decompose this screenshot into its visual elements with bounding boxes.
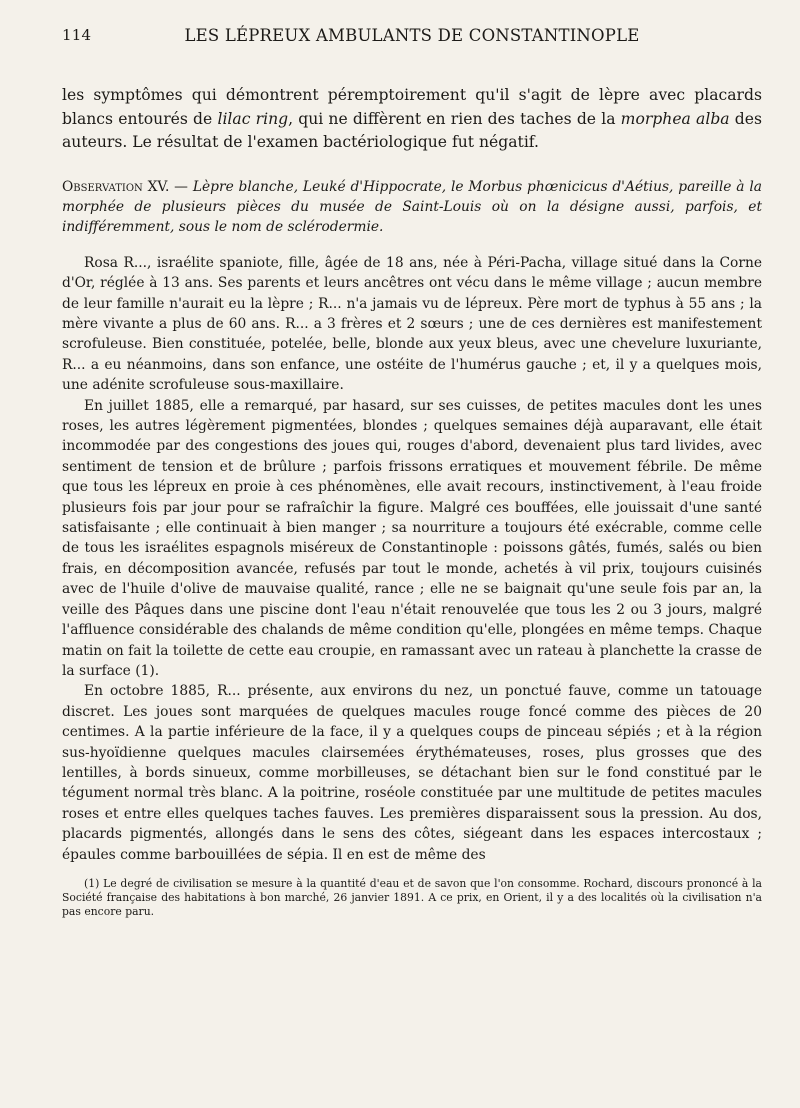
intro-text-3: des auteurs. Le résultat de l'examen bactériologique fut négatif. xyxy=(62,109,763,152)
observation-body xyxy=(62,253,762,865)
footnote: (1) Le degré de civilisation se mesure à la quantité d'eau et de savon que l'on consomme. Rochard, discours prononcé à la Société française des habitations à bon marché, 26 janvier 1891. A ce prix, en Orient, il y a des localités où la civilisation n'a pas encore paru. xyxy=(62,876,762,918)
page-header xyxy=(62,22,762,52)
intro-italic-morphea-alba: morphea alba xyxy=(620,109,730,128)
intro-text-2: , qui ne diffèrent en rien des taches de la xyxy=(288,109,621,128)
paragraph-october-1885: En octobre 1885, R... présente, aux environs du nez, un ponctué fauve, comme un tatouage discret. Les joues sont marquées de quelques macules rouge foncé comme des pièces de 20 centimes. A la partie inférieure de la face, il y a quelques coups de pinceau sépiés ; et à la région sus-hyoïdienne quelques macules clairsemées érythémateuses, roses, plus grosses que des lentilles, à bords sinueux, comme morbilleuses, se détachant bien sur le fond constitué par le tégument normal très blanc. A la poitrine, roséole constituée par une multitude de petites macules roses et entre elles quelques taches fauves. Les premières disparaissent sous la pression. Au dos, placards pigmentés, allongés dans le sens des côtes, siégeant dans les espaces intercostaux ; épaules comme barbouillées de sépia. Il en est de même des xyxy=(62,683,762,863)
observation-dash: — xyxy=(169,178,193,195)
observation-title: Lèpre blanche, Leuké d'Hippocrate, le Morbus phœnicicus d'Aétius, pareille à la morphée de plusieurs pièces du musée de Saint-Louis où on la désigne aussi, parfois, et indifféremment, sous le nom de sclérodermie. xyxy=(62,178,762,235)
intro-text-1: les symptômes qui démontrent péremptoirement qu'il s'agit de lèpre avec placards blancs entourés de xyxy=(62,86,762,128)
running-title: LES LÉPREUX AMBULANTS DE CONSTANTINOPLE xyxy=(184,26,640,45)
observation-heading xyxy=(62,177,762,237)
page-number: 114 xyxy=(62,26,92,44)
paragraph-patient-history: Rosa R..., israélite spaniote, fille, âgée de 18 ans, née à Péri-Pacha, village situé dans la Corne d'Or, réglée à 13 ans. Ses parents et leurs ancêtres ont vécu dans le même village ; aucun membre de leur famille n'aurait eu la lèpre ; R... n'a jamais vu de lépreux. Père mort de typhus à 55 ans ; la mère vivante a plus de 60 ans. R... a 3 frères et 2 sœurs ; une de ces dernières est manifestement scrofuleuse. Bien constituée, potelée, belle, blonde aux yeux bleus, avec une chevelure luxuriante, R... a eu néanmoins, dans son enfance, une ostéite de l'humérus gauche ; et, il y a quelques mois, une adénite scrofuleuse sous-maxillaire. xyxy=(62,254,762,394)
observation-label: Observation XV. xyxy=(62,178,170,195)
intro-italic-lilac-ring: lilac ring xyxy=(217,109,289,128)
intro-paragraph xyxy=(62,84,762,155)
paragraph-july-1885: En juillet 1885, elle a remarqué, par hasard, sur ses cuisses, de petites macules dont les unes roses, les autres légèrement pigmentées, blondes ; quelques semaines déjà auparavant, elle était incommodée par des congestions des joues qui, rouges d'abord, devenaient plus tard livides, avec sentiment de tension et de brûlure ; parfois frissons erratiques et mouvement fébrile. De même que tous les lépreux en proie à ces phénomènes, elle avait recours, instinctivement, à l'eau froide plusieurs fois par jour pour se rafraîchir la figure. Malgré ces bouffées, elle jouissait d'une santé satisfaisante ; elle continuait à bien manger ; sa nourriture a toujours été exécrable, comme celle de tous les israélites espagnols miséreux de Constantinople : poissons gâtés, fumés, salés ou bien frais, en décomposition avancée, refusés par tout le monde, achetés à vil prix, toujours cuisinés avec de l'huile d'olive de mauvaise qualité, rance ; elle ne se baignait qu'une seule fois par an, la veille des Pâques dans une piscine dont l'eau n'était renouvelée que tous les 2 ou 3 jours, malgré l'affluence considérable des chalands de même condition qu'elle, plongées en même temps. Chaque matin on fait la toilette de cette eau croupie, en ramassant avec un rateau à planchette la crasse de la surface (1). xyxy=(62,397,762,679)
page xyxy=(62,22,762,919)
